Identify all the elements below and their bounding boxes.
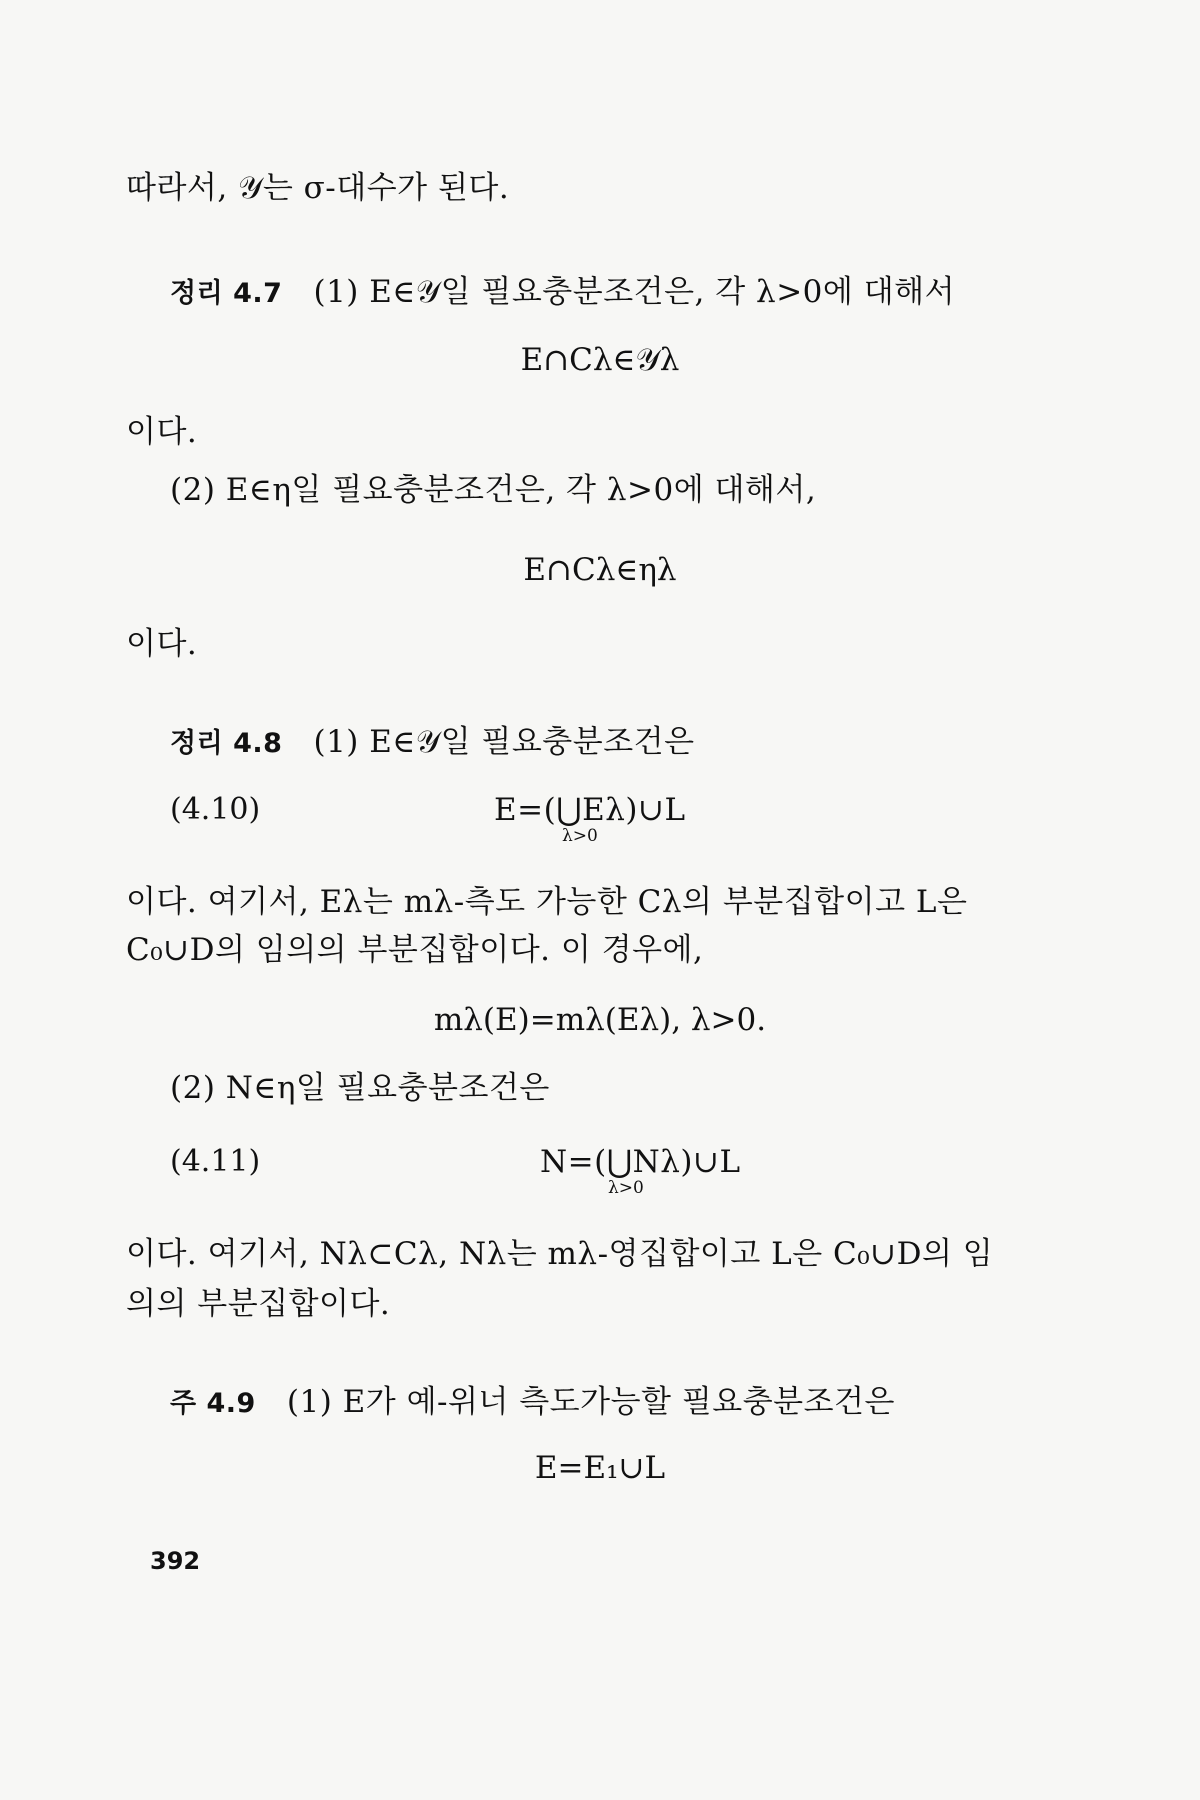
theorem-part-2: (2) E∈η일 필요충분조건은, 각 λ>0에 대해서, [170,472,817,508]
text-line: 이다. 여기서, Eλ는 mλ-측도 가능한 Cλ의 부분집합이고 L은 [126,884,968,920]
text-line: 이다. [126,414,198,450]
theorem-label: 정리 4.8 [170,728,283,759]
union-subscript: λ>0 [608,1178,644,1198]
theorem-label: 정리 4.7 [170,278,283,309]
remark-4-9 [170,1382,895,1424]
text-line: 이다. 여기서, Nλ⊂Cλ, Nλ는 mλ-영집합이고 L은 C₀∪D의 임 [126,1236,994,1272]
theorem-text: (1) E∈𝒴일 필요충분조건은, 각 λ>0에 대해서 [313,274,956,310]
equation-4-11: N=(⋃Nλ)∪L [540,1144,741,1180]
theorem-text: (1) E∈𝒴일 필요충분조건은 [313,724,695,760]
equation-4-10: E=(⋃Eλ)∪L [494,792,686,828]
equation-number: (4.11) [170,1144,261,1179]
remark-text: (1) E가 예-위너 측도가능할 필요충분조건은 [286,1384,895,1420]
text-line: 이다. [126,626,198,662]
page-number: 392 [150,1547,201,1575]
display-formula: E∩Cλ∈ηλ [523,552,677,588]
display-formula: E∩Cλ∈𝒴λ [520,342,680,378]
text-line: 의의 부분집합이다. [126,1286,391,1322]
text-line-sigma-algebra: 따라서, 𝒴는 σ-대수가 된다. [126,170,510,206]
display-formula: mλ(E)=mλ(Eλ), λ>0. [433,1002,767,1038]
text-line: C₀∪D의 임의의 부분집합이다. 이 경우에, [126,932,704,968]
equation-number: (4.10) [170,792,261,827]
union-subscript: λ>0 [562,826,598,846]
remark-label: 주 4.9 [170,1388,256,1419]
theorem-4-7 [170,272,955,314]
theorem-4-8 [170,722,695,764]
theorem-part-2: (2) N∈η일 필요충분조건은 [170,1070,550,1106]
display-formula: E=E₁∪L [534,1450,666,1486]
